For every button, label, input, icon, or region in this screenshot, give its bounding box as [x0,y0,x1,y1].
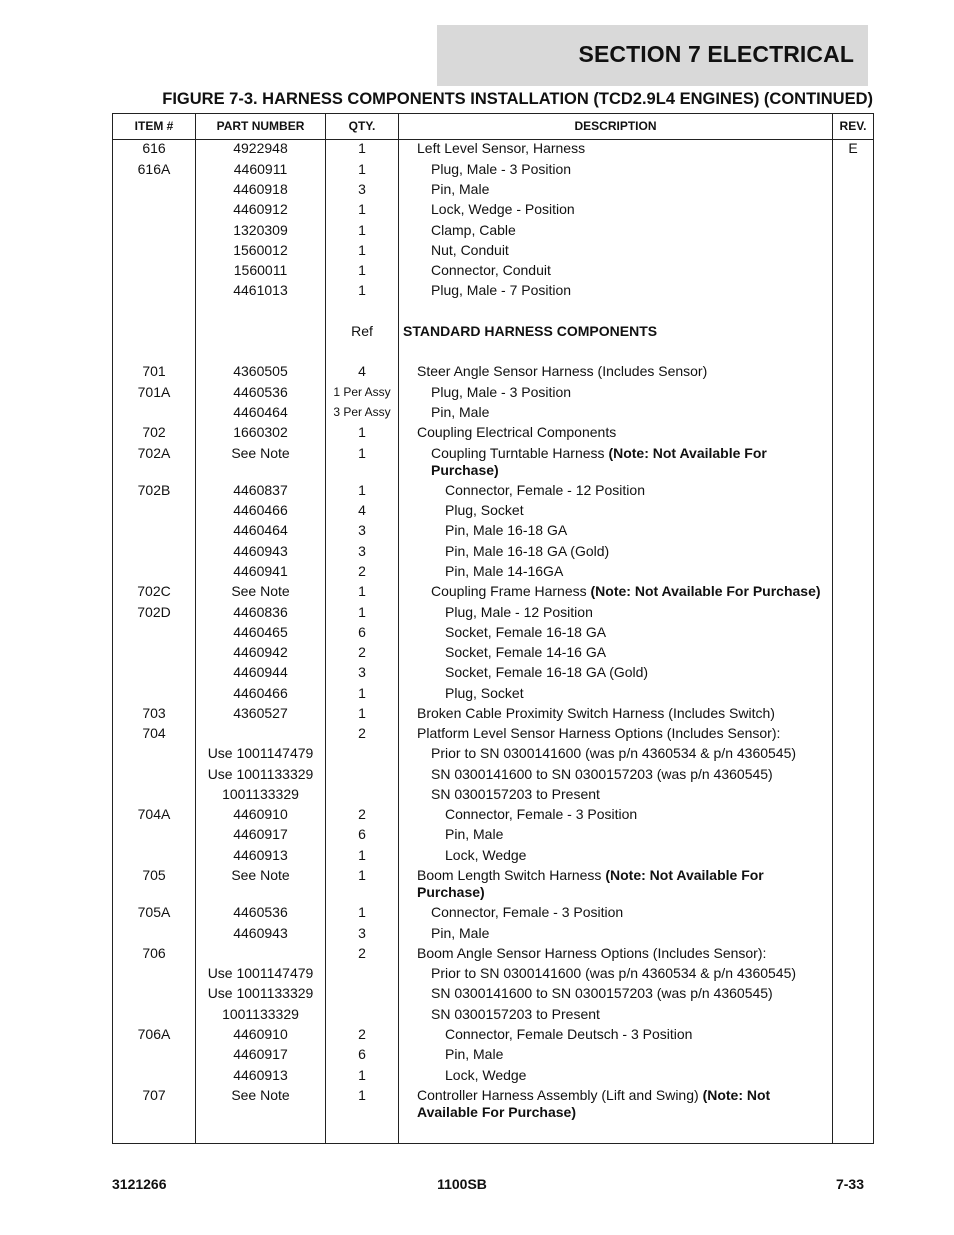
description-text: Lock, Wedge [445,847,527,863]
part-number-cell: 4460943 [233,925,288,941]
description-cell [403,945,833,962]
revision-cell: E [848,140,858,156]
item-number-cell: 701A [137,384,171,400]
part-number-cell: 1560011 [233,262,288,278]
part-number-cell: 4460536 [233,904,288,920]
part-number-cell: 4461013 [233,282,288,298]
quantity-cell: 3 [358,664,366,680]
description-text: Lock, Wedge - Position [431,201,575,217]
quantity-cell: 2 [358,1026,366,1042]
description-note: (Note: Not Available For Purchase) [431,445,767,478]
description-text: Boom Length Switch Harness [417,867,606,883]
description-cell [403,1006,833,1023]
part-number-cell: See Note [231,445,290,461]
description-text: Connector, Female - 3 Position [445,806,638,822]
part-number-cell: 4460944 [233,664,288,680]
part-number-cell: See Note [231,583,290,599]
part-number-cell: Use 1001147479 [207,965,314,981]
quantity-cell: 1 [358,262,366,278]
description-cell [403,925,833,942]
part-number-cell: 4460464 [233,522,288,538]
description-text: Connector, Conduit [431,262,551,278]
description-cell [403,404,833,421]
quantity-cell: 1 [358,1087,366,1103]
part-number-cell: 4460918 [233,181,288,197]
description-note: (Note: Not Available For Purchase) [417,867,764,900]
description-cell [403,604,833,621]
description-cell [403,766,833,783]
description-text: Socket, Female 16-18 GA (Gold) [445,664,649,680]
description-cell [403,181,833,198]
footer-page-number: 7-33 [835,1176,864,1192]
description-cell [403,904,833,921]
description-text: Lock, Wedge [445,1067,527,1083]
description-text: Steer Angle Sensor Harness (Includes Sensor) [417,363,708,379]
description-cell [403,583,833,600]
description-cell [403,363,833,380]
description-note: (Note: Not Available For Purchase) [417,1087,771,1120]
description-text: Broken Cable Proximity Switch Harness (Includes Switch) [417,705,775,721]
quantity-cell: 1 [358,1067,366,1083]
description-cell [403,323,833,340]
description-text: Pin, Male [431,404,490,420]
part-number-cell: 4460917 [233,1046,288,1062]
part-number-cell: See Note [231,867,290,883]
description-cell [403,1026,833,1043]
description-text: Pin, Male [431,925,490,941]
part-number-cell: Use 1001147479 [207,745,314,761]
quantity-cell: 3 Per Assy [333,405,391,419]
column-header-item: ITEM # [134,119,174,133]
part-number-cell: 4460913 [233,1067,288,1083]
item-number-cell: 702 [142,424,166,440]
description-cell [403,1087,833,1121]
description-text: Pin, Male [445,826,504,842]
part-number-cell: 4460913 [233,847,288,863]
quantity-cell: 1 [358,904,366,920]
quantity-cell: 3 [358,522,366,538]
description-cell [403,502,833,519]
quantity-cell: 1 Per Assy [333,385,391,399]
description-cell [403,384,833,401]
part-number-cell: 1001133329 [222,1006,299,1022]
description-cell [403,664,833,681]
item-number-cell: 702A [137,445,171,461]
description-cell [403,282,833,299]
quantity-cell: 2 [358,644,366,660]
part-number-cell: 4360527 [233,705,288,721]
quantity-cell: 1 [358,847,366,863]
description-text: Plug, Male - 3 Position [431,161,572,177]
quantity-cell: 1 [358,482,366,498]
part-number-cell: 4922948 [233,140,288,156]
part-number-cell: 4460836 [233,604,288,620]
part-number-cell: 4460910 [233,806,288,822]
description-text: Pin, Male 16-18 GA [445,522,568,538]
item-number-cell: 706 [142,945,166,961]
description-text: Connector, Female - 3 Position [431,904,624,920]
description-cell [403,543,833,560]
description-text: Plug, Socket [445,502,524,518]
quantity-cell: 2 [358,945,366,961]
quantity-cell: 1 [358,705,366,721]
item-number-cell: 706A [137,1026,171,1042]
quantity-cell: 3 [358,925,366,941]
description-text: Prior to SN 0300141600 (was p/n 4360534 & p/n 4360545) [431,965,797,981]
part-number-cell: 4460466 [233,685,288,701]
quantity-cell: 3 [358,543,366,559]
part-number-cell: 4460943 [233,543,288,559]
description-cell [403,867,833,901]
description-cell [403,745,833,762]
description-text: Coupling Electrical Components [417,424,617,440]
quantity-cell: 6 [358,1046,366,1062]
item-number-cell: 704A [137,806,171,822]
column-header-qty: QTY. [348,119,376,133]
column-header-description: DESCRIPTION [574,119,657,133]
item-number-cell: 616A [137,161,171,177]
quantity-cell: 1 [358,161,366,177]
item-number-cell: 705A [137,904,171,920]
quantity-cell: 1 [358,424,366,440]
description-cell [403,262,833,279]
description-text: Coupling Turntable Harness [431,445,609,461]
description-cell [403,445,833,479]
part-number-cell: 4460917 [233,826,288,842]
description-cell [403,563,833,580]
description-text: Prior to SN 0300141600 (was p/n 4360534 & p/n 4360545) [431,745,797,761]
quantity-cell: 1 [358,867,366,883]
part-number-cell: 4460912 [233,201,288,217]
description-cell [403,847,833,864]
description-cell [403,424,833,441]
part-number-cell: 4460464 [233,404,288,420]
description-cell [403,522,833,539]
description-cell [403,624,833,641]
section-title: SECTION 7 ELECTRICAL [578,41,854,67]
description-text: Left Level Sensor, Harness [417,140,586,156]
description-text: Socket, Female 16-18 GA [445,624,607,640]
item-number-cell: 701 [142,363,166,379]
part-number-cell: 1001133329 [222,786,299,802]
quantity-cell: 1 [358,140,366,156]
description-text: Plug, Male - 12 Position [445,604,593,620]
description-note: (Note: Not Available For Purchase) [590,583,821,599]
description-cell [403,644,833,661]
quantity-cell: 1 [358,685,366,701]
description-cell [403,482,833,499]
part-number-cell: 4360505 [233,363,288,379]
description-text: SN 0300141600 to SN 0300157203 (was p/n 4360545) [431,985,773,1001]
quantity-cell: 1 [358,282,366,298]
part-number-cell: 1560012 [233,242,288,258]
description-text: Boom Angle Sensor Harness Options (Includes Sensor): [417,945,767,961]
description-text: SN 0300157203 to Present [431,786,600,802]
part-number-cell: 4460536 [233,384,288,400]
quantity-cell: 4 [358,502,366,518]
quantity-cell: 6 [358,624,366,640]
description-text: Connector, Female - 12 Position [445,482,645,498]
item-number-cell: 702C [137,583,171,599]
part-number-cell: See Note [231,1087,290,1103]
quantity-cell: 2 [358,806,366,822]
description-text: Plug, Male - 7 Position [431,282,572,298]
description-cell [403,965,833,982]
description-text: SN 0300157203 to Present [431,1006,600,1022]
description-cell [403,826,833,843]
description-text: Coupling Frame Harness [431,583,591,599]
description-text: SN 0300141600 to SN 0300157203 (was p/n 4360545) [431,766,773,782]
footer-doc-number: 3121266 [112,1176,167,1192]
description-text: Plug, Male - 3 Position [431,384,572,400]
description-cell [403,806,833,823]
description-cell [403,161,833,178]
item-number-cell: 707 [142,1087,166,1103]
description-cell [403,1046,833,1063]
section-banner [437,25,868,86]
description-cell [403,242,833,259]
quantity-cell: 1 [358,583,366,599]
quantity-cell: 2 [358,563,366,579]
description-text: Platform Level Sensor Harness Options (Includes Sensor): [417,725,781,741]
quantity-cell: 1 [358,201,366,217]
description-text: Connector, Female Deutsch - 3 Position [445,1026,693,1042]
item-number-cell: 703 [142,705,166,721]
description-cell [403,201,833,218]
part-number-cell: 4460837 [233,482,288,498]
description-cell [403,705,833,722]
quantity-cell: 1 [358,242,366,258]
quantity-cell: 3 [358,181,366,197]
quantity-cell: 1 [358,604,366,620]
description-cell [403,140,833,157]
item-number-cell: 702B [137,482,171,498]
description-note: STANDARD HARNESS COMPONENTS [403,323,658,339]
quantity-cell: 4 [358,363,366,379]
column-divider [398,114,399,1143]
description-cell [403,786,833,803]
description-text: Controller Harness Assembly (Lift and Swing) [417,1087,703,1103]
description-cell [403,222,833,239]
description-text: Pin, Male 16-18 GA (Gold) [445,543,610,559]
part-number-cell: 1660302 [233,424,288,440]
item-number-cell: 616 [142,140,166,156]
description-cell [403,725,833,742]
part-number-cell: Use 1001133329 [207,985,314,1001]
column-header-part-number: PART NUMBER [216,119,305,133]
part-number-cell: 4460942 [233,644,288,660]
part-number-cell: 1320309 [233,222,288,238]
item-number-cell: 705 [142,867,166,883]
parts-table [112,113,874,1144]
part-number-cell: 4460911 [233,161,288,177]
part-number-cell: 4460465 [233,624,288,640]
description-text: Plug, Socket [445,685,524,701]
part-number-cell: 4460910 [233,1026,288,1042]
description-cell [403,1067,833,1084]
figure-title: FIGURE 7-3. HARNESS COMPONENTS INSTALLATION (TCD2.9L4 ENGINES) (CONTINUED) [162,90,873,108]
part-number-cell: 4460941 [233,563,288,579]
description-cell [403,685,833,702]
quantity-cell: 6 [358,826,366,842]
description-text: Nut, Conduit [431,242,509,258]
footer-model: 1100SB [437,1176,487,1192]
quantity-cell: 1 [358,222,366,238]
quantity-cell: 2 [358,725,366,741]
part-number-cell: 4460466 [233,502,288,518]
part-number-cell: Use 1001133329 [207,766,314,782]
column-header-rev: REV. [839,119,867,133]
quantity-cell: 1 [358,445,366,461]
quantity-cell: Ref [351,323,373,339]
description-text: Pin, Male [431,181,490,197]
item-number-cell: 702D [137,604,171,620]
description-text: Socket, Female 14-16 GA [445,644,607,660]
description-text: Pin, Male [445,1046,504,1062]
description-text: Pin, Male 14-16GA [445,563,564,579]
description-cell [403,985,833,1002]
description-text: Clamp, Cable [431,222,516,238]
item-number-cell: 704 [142,725,166,741]
